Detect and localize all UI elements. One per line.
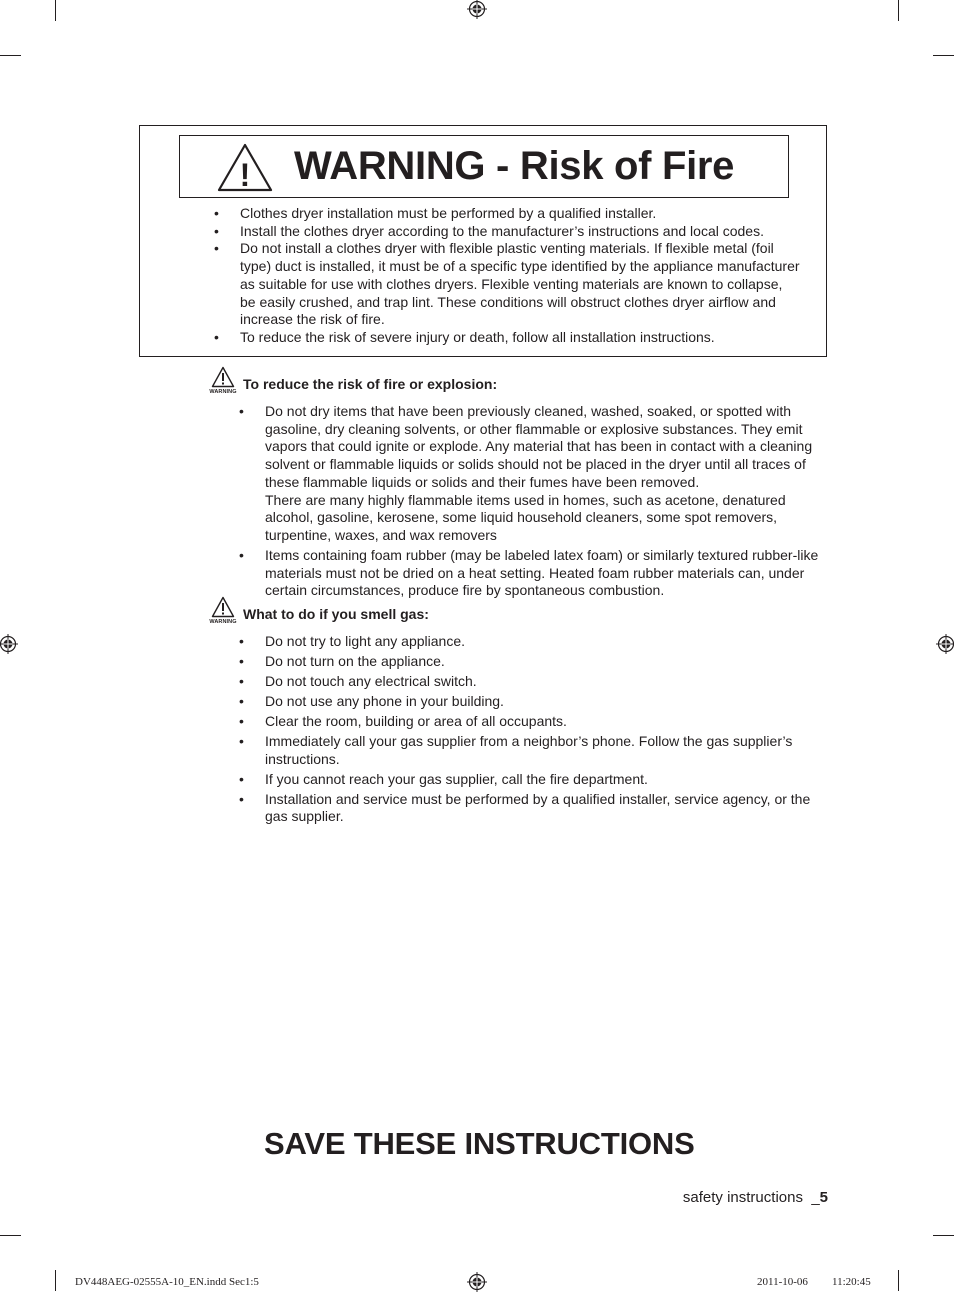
warning-triangle-icon <box>216 142 274 193</box>
list-item: • Items containing foam rubber (may be labeled latex foam) or similarly textured rubber-like materials must not be dried on a heat setting. Heated foam rubber materials can, under certain circumstances, produce fire by spontaneous combustion. <box>265 547 827 600</box>
list-item: • Clear the room, building or area of all occupants. <box>265 713 827 731</box>
registration-mark-icon <box>467 1272 487 1292</box>
section-heading: To reduce the risk of fire or explosion: <box>243 376 498 392</box>
list-item <box>265 403 827 545</box>
crop-mark <box>898 1270 899 1291</box>
list-item: • If you cannot reach your gas supplier, call the fire department. <box>265 771 827 789</box>
page-footer <box>683 1189 828 1206</box>
save-instructions-heading: SAVE THESE INSTRUCTIONS <box>264 1126 695 1161</box>
slug-time: 11:20:45 <box>832 1276 871 1288</box>
smell-gas-list <box>265 633 827 828</box>
list-item: • Installation and service must be performed by a qualified installer, service agency, or the gas supplier. <box>265 791 827 826</box>
list-item-text: There are many highly flammable items used in homes, such as acetone, denatured alcohol, gasoline, kerosene, some liquid household cleaners, some spot removers, turpentine, waxes, and wax removers <box>265 491 786 543</box>
warning-badge <box>206 596 240 628</box>
crop-mark <box>898 0 899 21</box>
list-item: • Clothes dryer installation must be performed by a qualified installer. <box>240 205 800 223</box>
footer-page-prefix: _ <box>811 1189 820 1206</box>
warning-triangle-icon <box>211 366 235 388</box>
list-item: • Install the clothes dryer according to the manufacturer’s instructions and local codes. <box>240 223 800 241</box>
fire-explosion-list <box>265 403 827 600</box>
registration-mark-icon <box>0 634 18 654</box>
list-item: • Do not touch any electrical switch. <box>265 673 827 691</box>
crop-mark <box>933 55 954 56</box>
crop-mark <box>55 0 56 21</box>
crop-mark <box>0 1235 21 1236</box>
section-heading: What to do if you smell gas: <box>243 606 429 622</box>
list-item: • Do not use any phone in your building. <box>265 693 827 711</box>
list-item: • To reduce the risk of severe injury or death, follow all installation instructions. <box>240 329 800 347</box>
warning-title-box <box>179 135 789 198</box>
page-number: 5 <box>819 1189 828 1206</box>
warning-badge <box>206 366 240 398</box>
list-item: • Do not try to light any appliance. <box>265 633 827 651</box>
crop-mark <box>55 1270 56 1291</box>
fire-warning-box <box>139 125 827 357</box>
list-item: • Do not install a clothes dryer with flexible plastic venting materials. If flexible metal (foil type) duct is installed, it must be of a specific type identified by the appliance manufacturer as suitable for use with clothes dryers. Flexible venting materials are known to collapse, be easily crushed, and trap lint. These conditions will obstruct clothes dryer airflow and increase the risk of fire. <box>240 240 800 329</box>
warning-title: WARNING - Risk of Fire <box>294 144 735 188</box>
warning-triangle-icon <box>211 596 235 618</box>
slug-date: 2011-10-06 <box>757 1276 808 1288</box>
list-item-text: Do not dry items that have been previously cleaned, washed, soaked, or spotted with gasoline, dry cleaning solvents, or other flammable or explosive substances. They emit vapors that could ignite or explode. Any material that has been in contact with a cleaning solvent or flammable liquids or solids should not be placed in the dryer until all traces of these flammable liquids or solids and their fumes have been removed. <box>265 403 813 490</box>
list-item: • Immediately call your gas supplier from a neighbor’s phone. Follow the gas supplier’s instructions. <box>265 733 827 768</box>
crop-mark <box>933 1235 954 1236</box>
warning-list <box>240 205 800 347</box>
registration-mark-icon <box>936 634 954 654</box>
list-item: • Do not turn on the appliance. <box>265 653 827 671</box>
slug-file: DV448AEG-02555A-10_EN.indd Sec1:5 <box>75 1276 259 1288</box>
warning-label: WARNING <box>209 619 237 625</box>
svg-text:!: ! <box>239 157 251 193</box>
crop-mark <box>0 55 21 56</box>
footer-section: safety instructions <box>682 1189 803 1206</box>
warning-label: WARNING <box>209 389 237 395</box>
registration-mark-icon <box>467 0 487 19</box>
